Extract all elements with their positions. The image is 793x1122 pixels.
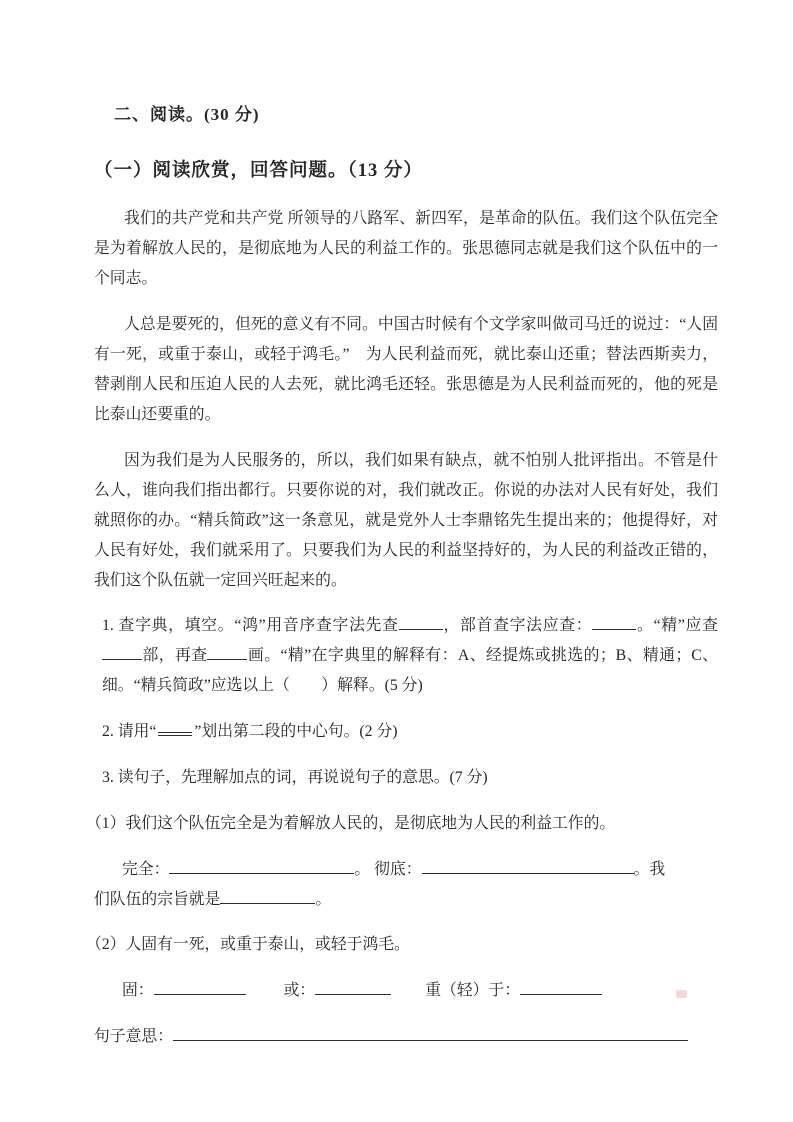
- fill-line-1: [94, 855, 718, 915]
- answer-blank: [102, 644, 142, 660]
- passage-paragraph-2: 人总是要死的，但死的意义有不同。中国古时候有个文学家叫做司马迁的说过：“人固有一死，或重于泰山，或轻于鸿毛。” 为人民利益而死，就比泰山还重；替法西斯卖力，替剥削人民和压迫人民的人去死，就比鸿毛还轻。张思德是为人民利益而死的，他的死是比泰山还要重的。: [94, 315, 718, 423]
- question-2: [94, 717, 718, 747]
- answer-blank: [399, 614, 443, 630]
- answer-blank: [207, 644, 247, 660]
- answer-blank: [592, 614, 636, 630]
- question-3: 3. 读句子，先理解加点的词，再说说句子的意思。(7 分): [102, 768, 488, 786]
- page-title: 二、阅读。(30 分): [114, 105, 260, 124]
- answer-blank: [315, 979, 391, 995]
- fill-1-text: 。: [315, 890, 332, 908]
- fill-1-label: 完全：: [122, 860, 170, 878]
- fill-2-label: 或：: [283, 982, 316, 1000]
- fill-line-2: [94, 976, 718, 1006]
- fill-2-label: 固：: [122, 982, 154, 1000]
- spacer: [246, 994, 284, 995]
- fill-1-text: 。 彻底：: [354, 860, 422, 878]
- question-1-text: 画。“精”在字典里的解释有：A、经提炼或挑选的；B、精通；C、细。“精兵简政”应选以上（ ）解释。(5 分): [102, 647, 718, 695]
- fill-2-label: 重（轻）于：: [425, 982, 521, 1000]
- passage-paragraph-1: 我们的共产党和共产党 所领导的八路军、新四军，是革命的队伍。我们这个队伍完全是为着解放人民的，是彻底地为人民的利益工作的。张思德同志就是我们这个队伍中的一个同志。: [94, 210, 718, 287]
- question-1: [94, 611, 718, 701]
- answer-blank: [173, 1025, 688, 1041]
- fill-1-text: 。我: [633, 860, 666, 878]
- answer-blank: [154, 979, 246, 995]
- double-underline-mark: [158, 720, 192, 736]
- sentence-1: （1）我们这个队伍完全是为着解放人民的，是彻底地为人民的利益工作的。: [86, 814, 616, 832]
- passage-paragraph-3: 因为我们是为人民服务的，所以，我们如果有缺点，就不怕别人批评指出。不管是什么人，谁向我们指出都行。只要你说的对，我们就改正。你说的办法对人民有好处，我们就照你的办。“精兵简政”这一条意见，就是党外人士李鼎铭先生提出来的；他提得好，对人民有好处，我们就采用了。只要我们为人民的利益坚持好的，为人民的利益改正错的，我们这个队伍就一定回兴旺起来的。: [94, 451, 718, 589]
- scan-artifact: [676, 990, 687, 998]
- question-2-text: ”划出第二段的中心句。(2 分): [194, 723, 398, 741]
- question-1-text: 部，再查: [142, 647, 208, 665]
- question-1-text: 。“精”应查: [636, 617, 718, 635]
- answer-blank: [220, 888, 315, 904]
- spacer: [391, 994, 425, 995]
- answer-blank: [169, 858, 354, 874]
- section-heading: （一）阅读欣赏，回答问题。（13 分）: [94, 161, 423, 181]
- fill-3-label: 句子意思：: [94, 1027, 173, 1045]
- question-1-text: 1. 查字典，填空。“鸿”用音序查字法先查: [102, 617, 399, 635]
- sentence-2: （2）人固有一死，或重于泰山，或轻于鸿毛。: [86, 936, 410, 954]
- fill-line-3: [94, 1022, 718, 1052]
- question-2-text: 2. 请用“: [102, 723, 157, 741]
- question-1-text: ，部首查字法应查：: [442, 617, 593, 635]
- answer-blank: [422, 858, 634, 874]
- fill-1-text: 们队伍的宗旨就是: [94, 890, 221, 908]
- answer-blank: [520, 979, 602, 995]
- document-content: [86, 0, 718, 1052]
